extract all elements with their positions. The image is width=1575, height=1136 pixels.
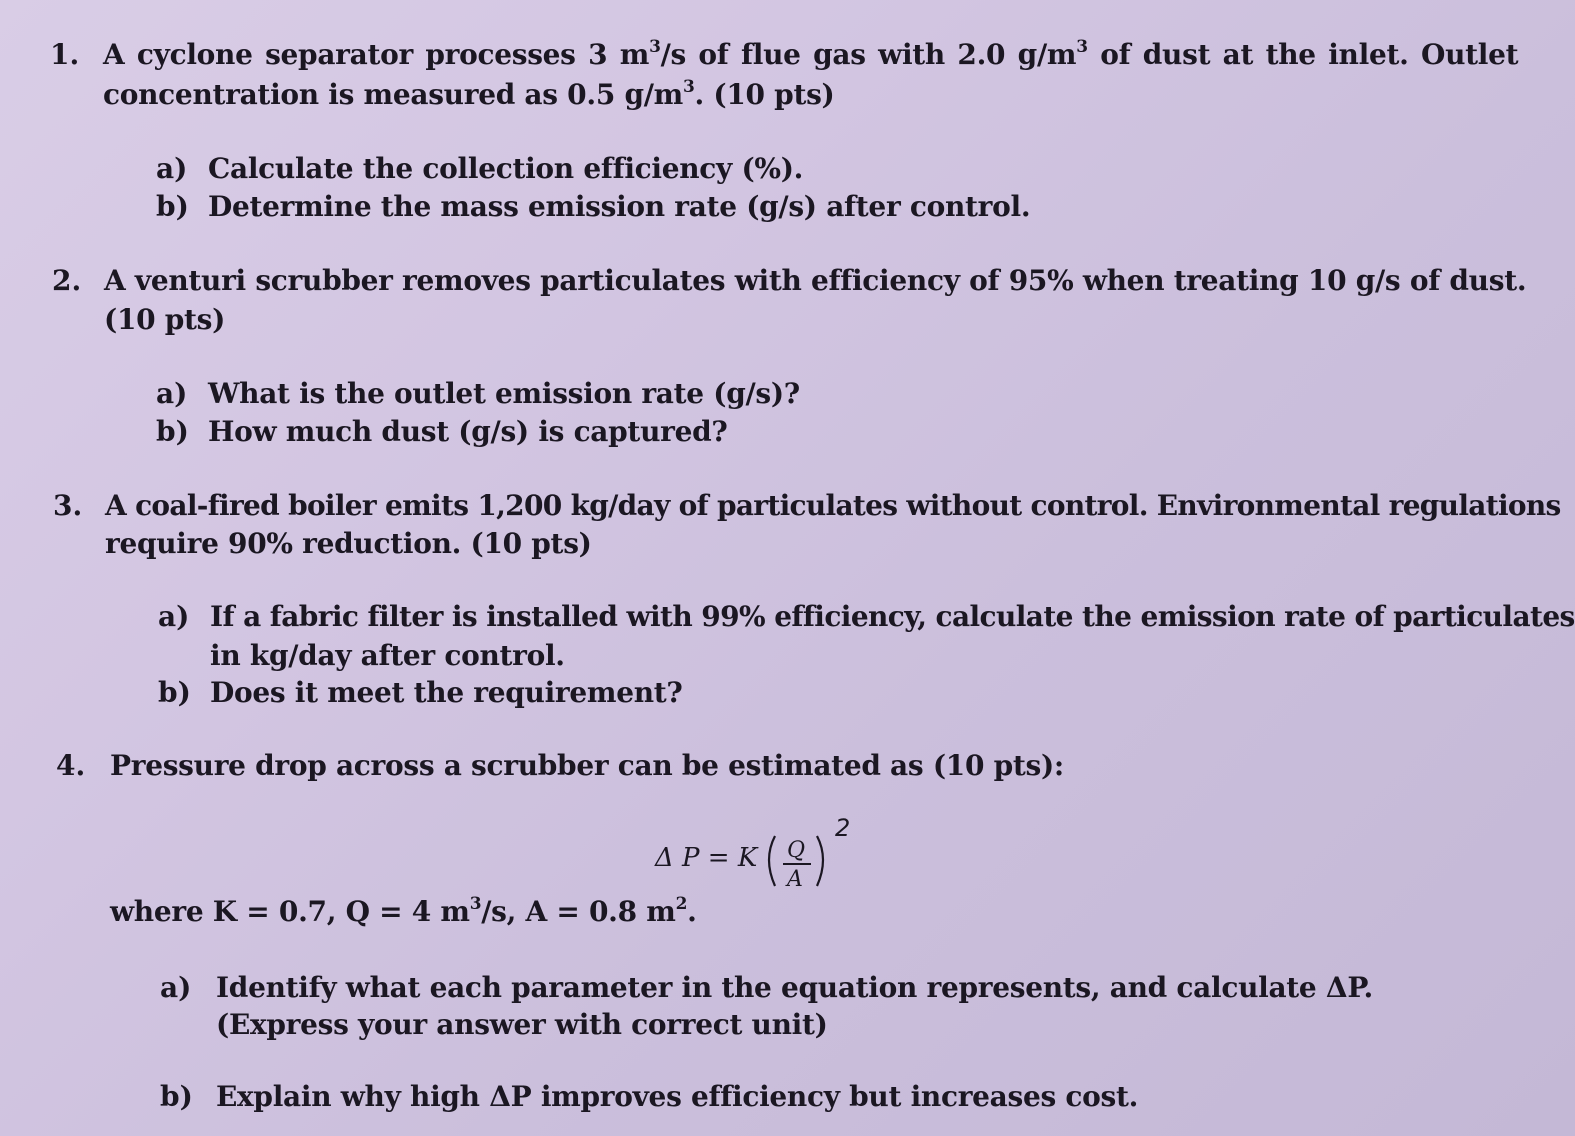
question-3a-text-line2: in kg/day after control.: [210, 639, 565, 672]
formula-right-paren: [817, 836, 823, 886]
question-4a-text-line2: (Express your answer with correct unit): [216, 1008, 828, 1041]
question-1a-text: Calculate the collection efficiency (%).: [208, 152, 804, 185]
question-1a-label: a): [156, 152, 188, 185]
formula-lhs: Δ P = K: [655, 843, 758, 873]
question-3-text-line2: require 90% reduction. (10 pts): [105, 527, 592, 560]
question-1b-label: b): [156, 190, 189, 223]
question-1-text-line1: A cyclone separator processes 3 $m^3/s$ of flue gas with 2.0 $g/m^3$ of dust at the inlet. Outlet: [103, 36, 1519, 71]
formula-exponent: 2: [835, 814, 851, 842]
formula-numerator: Q: [787, 838, 806, 863]
question-4-where-line: where K = 0.7, Q = 4 $m^3/s$, A = 0.8 $m^2$.: [110, 893, 697, 928]
question-3a-label: a): [158, 600, 190, 633]
question-3-text-line1: A coal-fired boiler emits 1,200 kg/day of particulates without control. Environmental regulations: [105, 489, 1561, 522]
question-3b-text: Does it meet the requirement?: [210, 676, 683, 709]
formula-left-paren: [769, 836, 775, 886]
question-2-text-line2: (10 pts): [104, 303, 226, 336]
formula-graphic: [655, 814, 865, 894]
question-4-number: 4.: [56, 749, 86, 782]
question-2a-text: What is the outlet emission rate (g/s)?: [208, 377, 800, 410]
question-4a-text-line1: Identify what each parameter in the equation represents, and calculate ΔP.: [216, 971, 1373, 1004]
question-3b-label: b): [158, 676, 191, 709]
question-2-text-line1: A venturi scrubber removes particulates with efficiency of 95% when treating 10 g/s of dust.: [104, 264, 1527, 297]
question-2-number: 2.: [52, 264, 82, 297]
pressure-drop-formula: [655, 814, 865, 894]
question-4-text-line1: Pressure drop across a scrubber can be estimated as (10 pts):: [110, 749, 1064, 782]
question-1-number: 1.: [50, 38, 80, 71]
question-2a-label: a): [156, 377, 188, 410]
question-4a-label: a): [160, 971, 192, 1004]
question-2b-label: b): [156, 415, 189, 448]
question-3a-text-line1: If a fabric filter is installed with 99% efficiency, calculate the emission rate of particulates: [210, 600, 1575, 633]
question-1-text-line2: concentration is measured as 0.5 $g/m^3$. (10 pts): [103, 76, 835, 111]
question-3-number: 3.: [53, 489, 83, 522]
question-2b-text: How much dust (g/s) is captured?: [208, 415, 728, 448]
question-1b-text: Determine the mass emission rate (g/s) after control.: [208, 190, 1031, 223]
question-4b-text: Explain why high ΔP improves efficiency but increases cost.: [216, 1080, 1139, 1113]
question-4b-label: b): [160, 1080, 193, 1113]
formula-denominator: A: [787, 867, 803, 892]
